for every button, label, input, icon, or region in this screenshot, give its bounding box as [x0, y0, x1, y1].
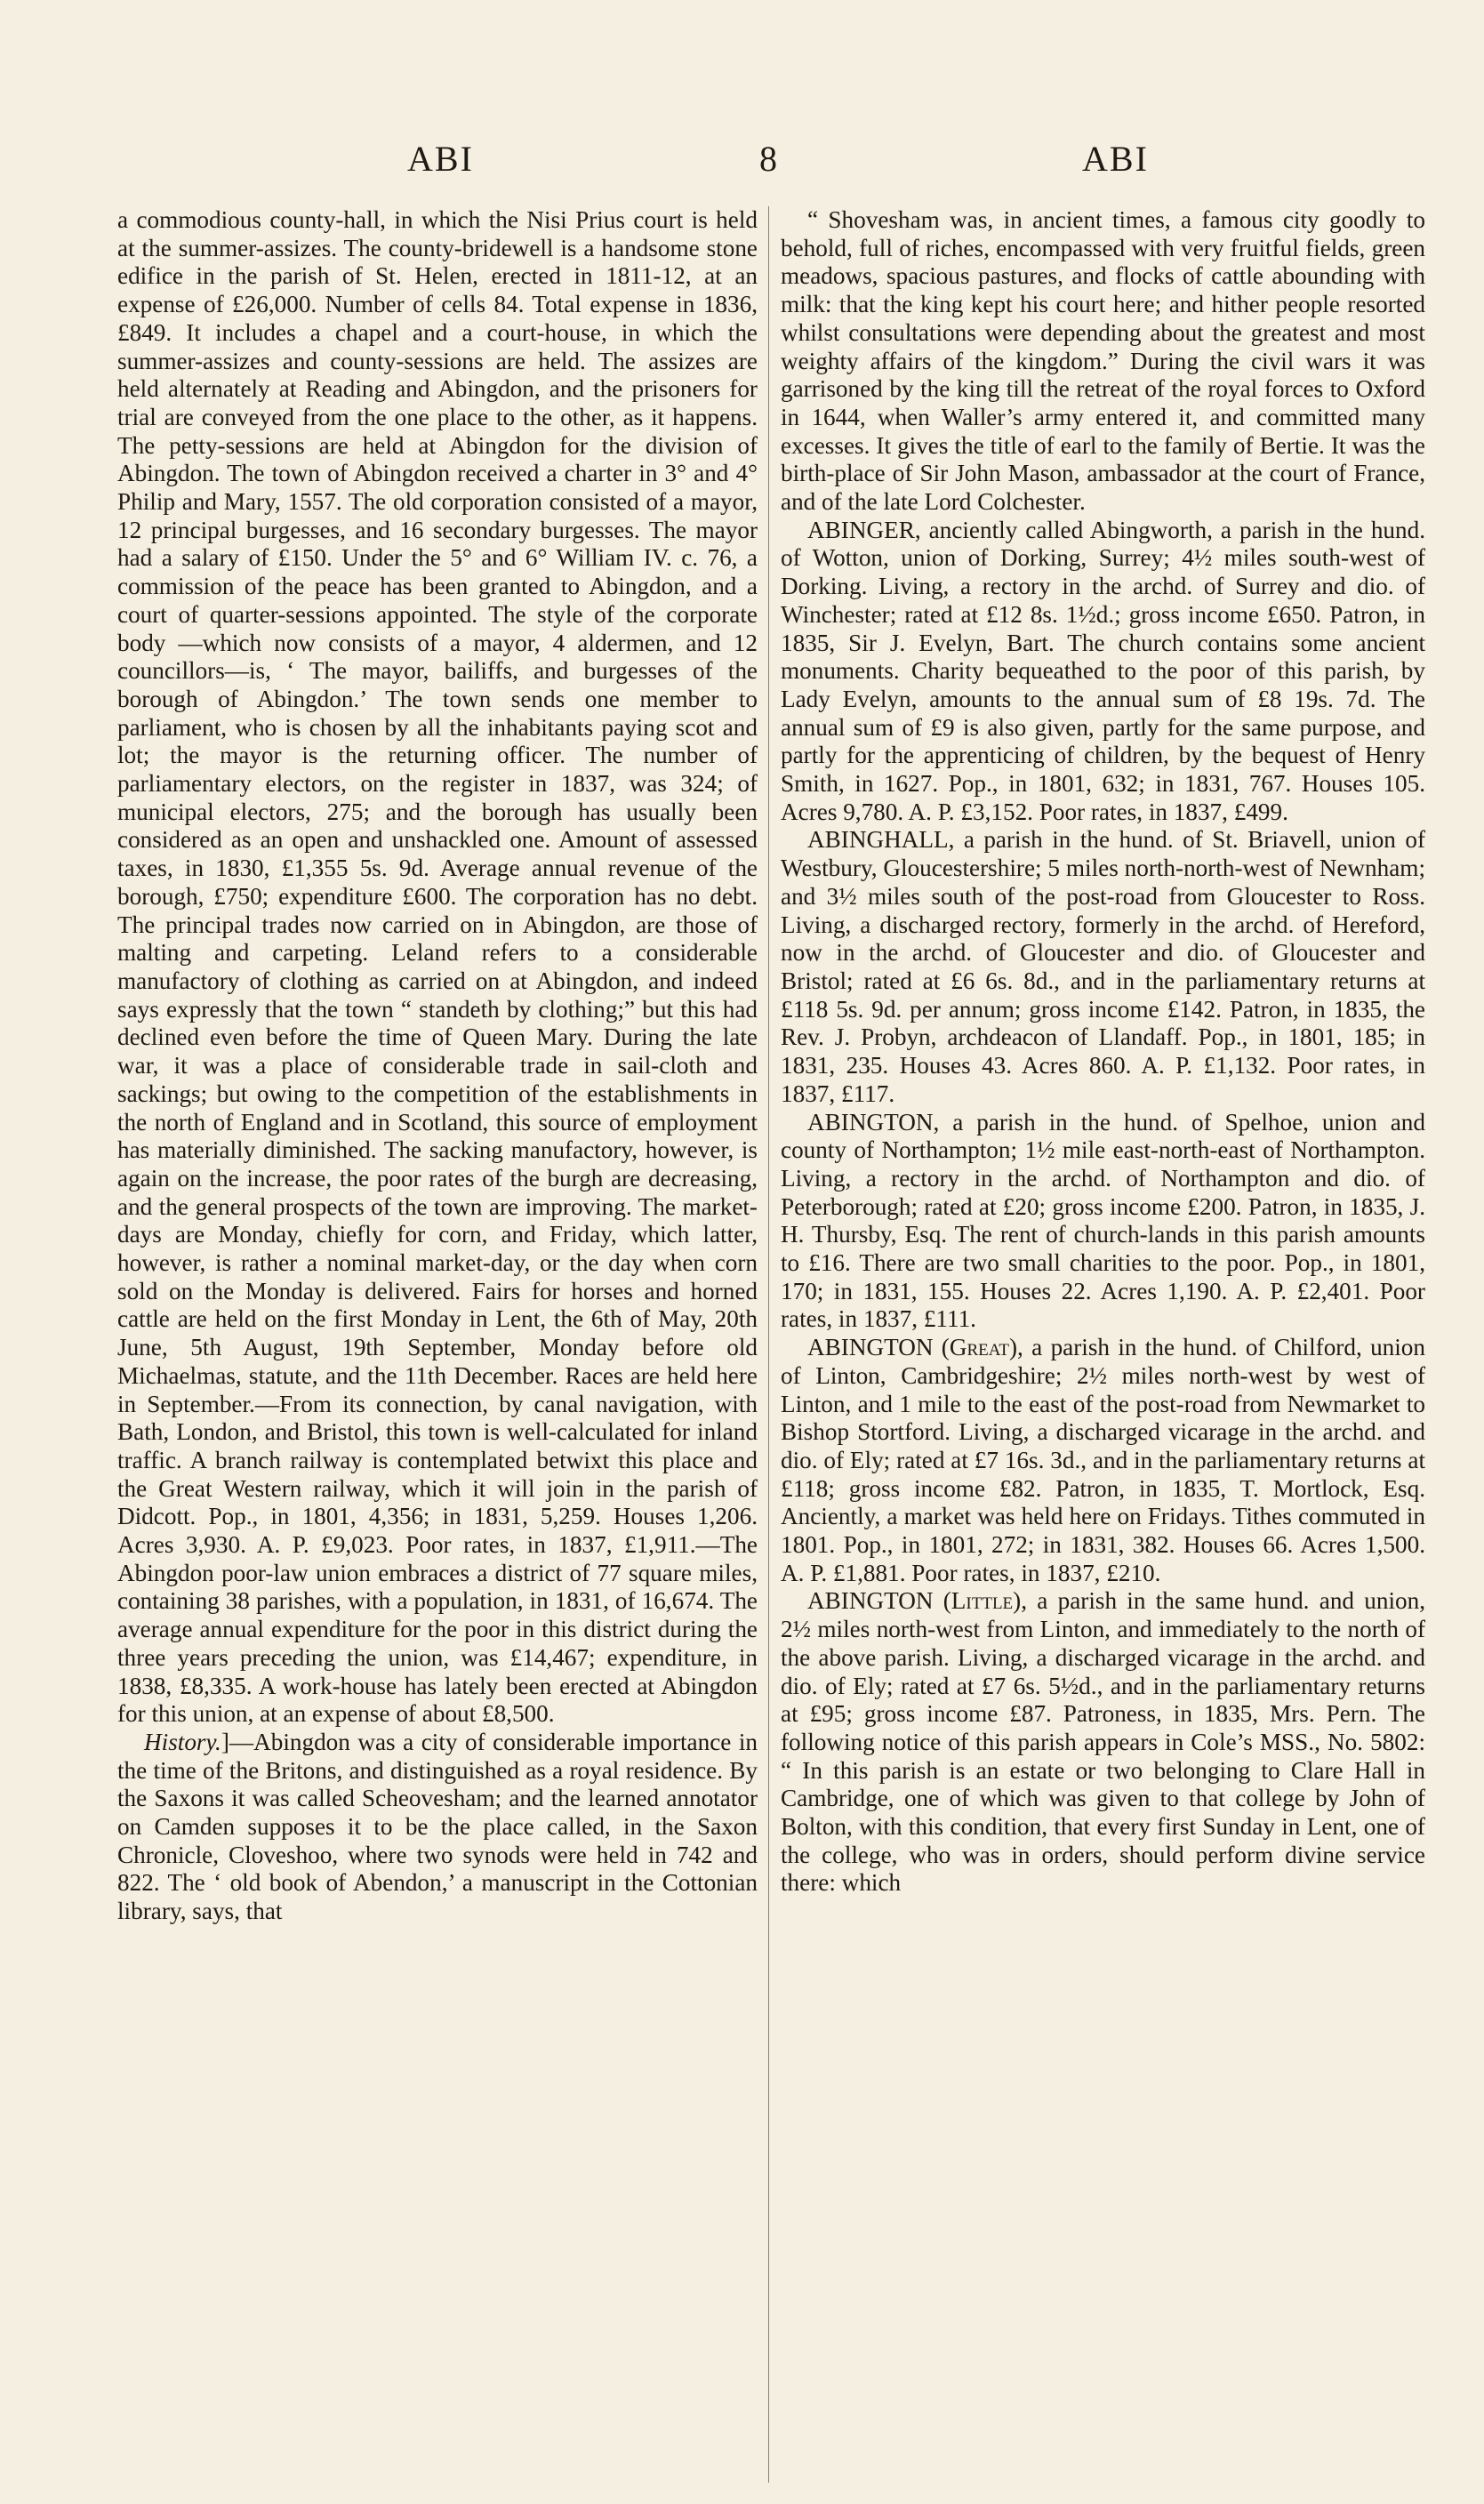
running-header [0, 129, 1484, 182]
history-label: History. [144, 1728, 221, 1755]
column-divider [768, 206, 769, 2483]
history-text: ]—Abingdon was a city of considerable importance in the time of the Britons, and distinguished as a royal residence. By the Saxons it was called Scheovesham; and the learned annotator on Camden supposes it to be the place called, in the Saxon Chronicle, Cloveshoo, where two synods were held in 742 and 822. The ‘ old book of Abendon,’ a manuscript in the Cottonian library, says, that [117, 1728, 758, 1925]
header-left-word: ABI [407, 139, 474, 179]
entry-qualifier: Great [949, 1334, 1009, 1361]
entry-qualifier: Little [951, 1587, 1014, 1615]
entry-head: ABINGTON ( [807, 1587, 951, 1615]
right-column [781, 206, 1425, 1898]
entry-text: ), a parish in the hund. of Chilford, union of Linton, Cambridgeshire; 2½ miles north-west by west of Linton, and 1 mile to the east of the post-road from Newmarket to Bishop Stortford. Living, a discharged vicarage in the archd. and dio. of Ely; rated at £7 16s. 3d., and in the parliamentary returns at £118; gross income £82. Patron, in 1835, T. Mortlock, Esq. Anciently, a market was held here on Fridays. Tithes commuted in 1801. Pop., in 1801, 272; in 1831, 382. Houses 66. Acres 1,500. A. P. £1,881. Poor rates, in 1837, £210. [781, 1334, 1425, 1586]
entry-abinghall: ABINGHALL, a parish in the hund. of St. Briavell, union of Westbury, Gloucestershire; 5 miles north-north-west of Newnham; and 3½ miles south of the post-road from Gloucester to Ross. Living, a discharged rectory, formerly in the archd. of Hereford, now in the archd. of Gloucester and dio. of Gloucester and Bristol; rated at £6 6s. 8d., and in the parliamentary returns at £118 5s. 9d. per annum; gross income £142. Patron, in 1835, the Rev. J. Probyn, archdeacon of Llandaff. Pop., in 1801, 185; in 1831, 235. Houses 43. Acres 860. A. P. £1,132. Poor rates, in 1837, £117. [781, 826, 1425, 1107]
entry-abinger: ABINGER, anciently called Abingworth, a parish in the hund. of Wotton, union of Dorking, Surrey; 4½ miles south-west of Dorking. Living, a rectory in the archd. of Surrey and dio. of Winchester; rated at £12 8s. 1½d.; gross income £650. Patron, in 1835, Sir J. Evelyn, Bart. The church contains some ancient monuments. Charity bequeathed to the poor of this parish, by Lady Evelyn, amounts to the annual sum of £8 19s. 7d. The annual sum of £9 is also given, partly for the same purpose, and partly for the apprenticing of children, by the bequest of Henry Smith, in 1627. Pop., in 1801, 632; in 1831, 767. Houses 105. Acres 9,780. A. P. £3,152. Poor rates, in 1837, £499. [781, 516, 1425, 825]
entry-text: ), a parish in the same hund. and union, 2½ miles north-west from Linton, and immediately to the north of the above parish. Living, a discharged vicarage in the archd. and dio. of Ely; rated at £7 6s. 5½d., and in the parliamentary returns at £95; gross income £87. Patroness, in 1835, Mrs. Pern. The following notice of this parish appears in Cole’s MSS., No. 5802: “ In this parish is an estate or two belonging to Clare Hall in Cambridge, one of which was given to that college by John of Bolton, with this condition, that every first Sunday in Lent, one of the college, who was in orders, should perform divine service there: which [781, 1587, 1425, 1897]
header-right-word: ABI [1082, 139, 1149, 179]
entry-abington-little [781, 1587, 1425, 1898]
abingdon-quote: “ Shovesham was, in ancient times, a famous city goodly to behold, full of riches, encompassed with very fruitful fields, green meadows, spacious pastures, and flocks of cattle abounding with milk: that the king kept his court here; and hither people resorted whilst consultations were depending about the greatest and most weighty affairs of the kingdom.” During the civil wars it was garrisoned by the king till the retreat of the royal forces to Oxford in 1644, when Waller’s army entered it, and committed many excesses. It gives the title of earl to the family of Bertie. It was the birth-place of Sir John Mason, ambassador at the court of France, and of the late Lord Colchester. [781, 206, 1425, 516]
entry-head: ABINGTON ( [807, 1334, 950, 1361]
abingdon-history [117, 1729, 758, 1926]
entry-abington-great [781, 1334, 1425, 1587]
entry-abington: ABINGTON, a parish in the hund. of Spelhoe, union and county of Northampton; 1½ mile east-north-east of Northampton. Living, a rectory in the archd. of Northampton and dio. of Peterborough; rated at £20; gross income £200. Patron, in 1835, J. H. Thursby, Esq. The rent of church-lands in this parish amounts to £16. There are two small charities to the poor. Pop., in 1801, 170; in 1831, 155. Houses 22. Acres 1,190. A. P. £2,401. Poor rates, in 1837, £111. [781, 1108, 1425, 1333]
page-number: 8 [759, 139, 779, 179]
left-column [117, 206, 758, 1926]
abingdon-continuation: a commodious county-hall, in which the Nisi Prius court is held at the summer-assizes. The county-bridewell is a handsome stone edifice in the parish of St. Helen, erected in 1811-12, at an expense of £26,000. Number of cells 84. Total expense in 1836, £849. It includes a chapel and a court-house, in which the summer-assizes and county-sessions are held. The assizes are held alternately at Reading and Abingdon, and the prisoners for trial are conveyed from the one place to the other, as it happens. The petty-sessions are held at Abingdon for the division of Abingdon. The town of Abingdon received a charter in 3° and 4° Philip and Mary, 1557. The old corporation consisted of a mayor, 12 principal burgesses, and 16 secondary burgesses. The mayor had a salary of £150. Under the 5° and 6° William IV. c. 76, a commission of the peace has been granted to Abingdon, and a court of quarter-sessions appointed. The style of the corporate body —which now consists of a mayor, 4 aldermen, and 12 councillors—is, ‘ The mayor, bailiffs, and burgesses of the borough of Abingdon.’ The town sends one member to parliament, who is chosen by all the inhabitants paying scot and lot; the mayor is the returning officer. The number of parliamentary electors, on the register in 1837, was 324; of municipal electors, 275; and the borough has usually been considered as an open and unshackled one. Amount of assessed taxes, in 1830, £1,355 5s. 9d. Average annual revenue of the borough, £750; expenditure £600. The corporation has no debt. The principal trades now carried on in Abingdon, are those of malting and carpeting. Leland refers to a considerable manufactory of clothing as carried on at Abingdon, and indeed says expressly that the town “ standeth by clothing;” but this had declined even before the time of Queen Mary. During the late war, it was a place of considerable trade in sail-cloth and sackings; but owing to the competition of the establishments in the north of England and in Scotland, this source of employment has materially diminished. The sacking manufactory, however, is again on the increase, the poor rates of the burgh are decreasing, and the general prospects of the town are improving. The market-days are Monday, chiefly for corn, and Friday, which latter, however, is rather a nominal market-day, or the day when corn sold on the Monday is delivered. Fairs for horses and horned cattle are held on the first Monday in Lent, the 6th of May, 20th June, 5th August, 19th September, Monday before old Michaelmas, statute, and the 11th December. Races are held here in September.—From its connection, by canal navigation, with Bath, London, and Bristol, this town is well-calculated for inland traffic. A branch railway is contemplated betwixt this place and the Great Western railway, which it will join in the parish of Didcott. Pop., in 1801, 4,356; in 1831, 5,259. Houses 1,206. Acres 3,930. A. P. £9,023. Poor rates, in 1837, £1,911.—The Abingdon poor-law union embraces a district of 77 square miles, containing 38 parishes, with a population, in 1831, of 16,674. The average annual expenditure for the poor in this district during the three years preceding the union, was £14,467; expenditure, in 1838, £8,335. A work-house has lately been erected at Abingdon for this union, at an expense of about £8,500. [117, 206, 758, 1728]
